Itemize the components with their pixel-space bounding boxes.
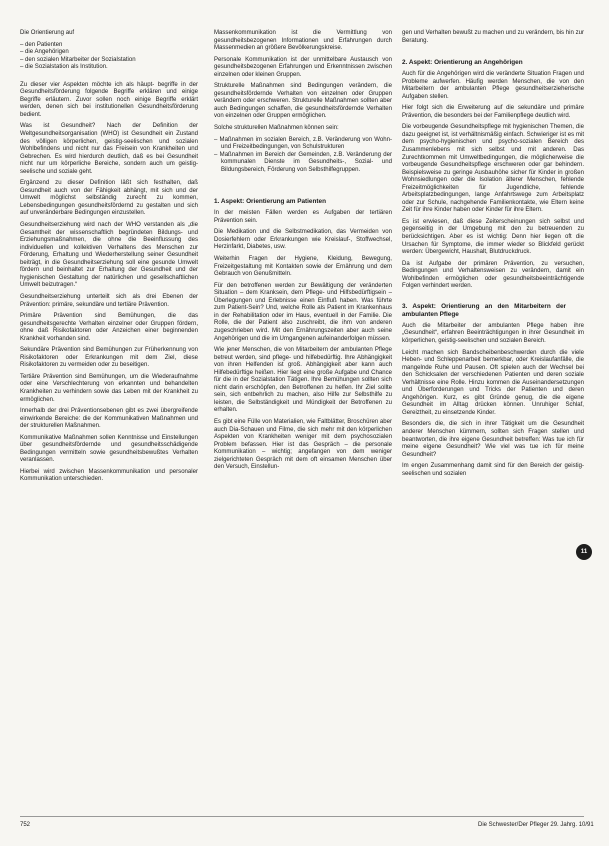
paragraph: Solche strukturellen Maßnahmen können sein:	[214, 125, 339, 132]
paragraph: Zu dieser vier Aspekten möchte ich als häupt- begriffe in der Gesundheitsförderung folgende Begriffe erklären und einige Begriffe erläutern. Zuvor sollen noch einige Begriffe erklärt werden, denen sich bei institutionellen Gesundheitsförderung bedient.	[20, 81, 198, 118]
paragraph: Strukturelle Maßnahmen sind Bedingungen verändern, die gesundheitsfördernde Verhalten von einzelnen oder Gruppen verändern oder erschweren. Strukturelle Maßnahmen sollten aber auch Bedingungen schaffen, die gesundheitsfördernde Verhalten von einzelnen oder Gruppen ermöglichen.	[214, 83, 392, 120]
paragraph: Kommunikative Maßnahmen sollen Kenntnisse und Einstellungen über gesundheitsfördernde und gesundheitsschädigende Bedingungen vermitteln sowie gesundheitsbewußtes Verhalten veranlassen.	[20, 434, 198, 464]
footer-rule	[20, 816, 584, 817]
list-item: – Maßnahmen im sozialen Bereich, z.B. Veränderung von Wohn- und Freizeitbedingungen, von Schulstrukturen	[221, 137, 392, 152]
paragraph: Personale Kommunikation ist der unmittelbare Austausch von gesundheitsbezogenen Erfahrungen und Erkenntnissen zwischen einzelnen oder kleinen Gruppen.	[214, 56, 392, 78]
paragraph: Für den betroffenen werden zur Bewältigung der veränderten Situation – dem Kranksein, dem Pflege- und Hilfsbedürftigsein – Überlegungen und Erlebnisse einen Einfluß haben. Was führte zum Patient-Sein? Und, welche Rolle als Patient im Krankenhaus in der Rehabilitation oder im Haus, eventuell in der Familie. Die Rolle, die der Patient also zuschreibt, die ihm von anderen zugeschrieben wird. Mit den Ernährungszeiten aber auch seine Angehörigen und die im Umgangenen aufeinanderfolgen müssen.	[214, 282, 392, 342]
paragraph: Es ist erwiesen, daß diese Zeiterscheinungen sich selbst und gegenseitig in der Umgebung mit den zu betreuenden zu berücksichtigen. Aber es ist wichtig: Denn hier liegen oft die Ursachen für Symptome, die immer wieder so Blickfeld gerückt werden: Übergewicht, Haushalt, Blutdruckdruck.	[402, 218, 584, 256]
paragraph: Hierbei wird zwischen Massenkommunikation und personaler Kommunikation unterschieden.	[20, 468, 198, 483]
paragraph: Weiterhin Fragen der Hygiene, Kleidung, Bewegung, Freizeitgestaltung mit Kontakten sowie der Ernährung und dem Gebrauch von Genußmitteln.	[214, 256, 392, 278]
section-heading: 1. Aspekt: Orientierung am Patienten	[214, 198, 326, 206]
journal-footer: Die Schwester/Der Pfleger 29. Jahrg. 10/91	[478, 822, 594, 828]
paragraph: Die vorbeugende Gesundheitspflege mit hygienischen Themen, die dazu geeignet ist, ist verhältnismäßig einfach. Schwieriger ist es mit dem psycho-hygienischen und psycho-sozialen Bereich des Zusammenlebens mit sich selbst und mit anderen. Das Zurechtkommen mit Umweltbedingungen, die möglicherweise die vorbeugende Gesundheitspflege erschweren oder gar behindern. Beispielsweise zu geringe Ausbauhöhe sicher für Kinder in großen Wohnsiedlungen oder die Isolation älterer Menschen, fehlende Freizeitmöglichkeiten für Jugendliche, fehlende Arbeitsplatzbedingungen, lange Anfahrtswege zum Arbeitsplatz oder zur Schule, nachgehende Familienkontakte, wie Eltern keine Zeit für ihre Kinder haben oder Kinder für ihre Eltern.	[402, 124, 584, 214]
paragraph: Was ist Gesundheit? Nach der Definition der Weltgesundheitsorganisation (WHO) ist Gesundheit ein Zustand des völligen körperlichen, geistig-seelischen und sozialen Wohlbefindens und nicht nur das Freisein von Krankheiten und Gebrechen. Es wird hierdurch deutlich, daß es bei Gesundheit nicht nur um körperliche Bereiche, sondern auch um geistig-seelische und soziale geht.	[20, 123, 198, 175]
paragraph: Massenkommunikation ist die Vermittlung von gesundheitsbezogenen Informationen und Erfahrungen durch Massenmedien an größere Bevölkerungskreise.	[214, 30, 392, 52]
paragraph: Sekundäre Prävention sind Bemühungen zur Früherkennung von Risikofaktoren oder Erkrankungen mit dem Ziel, diese Risikofaktoren zu vermeiden oder zu beseitigen.	[20, 347, 198, 369]
list-item: – den Patienten	[27, 42, 198, 50]
paragraph: Primäre Prävention sind Bemühungen, die das gesundheitsgerechte Verhalten einzelner oder Gruppen fördern, ohne daß Risikofaktoren oder Anzeichen einer beginnenden Krankheit vorhanden sind.	[20, 313, 198, 342]
paragraph: Innerhalb der drei Präventionsebenen gibt es zwei übergreifende einwirkende Bereiche: die der Kommunikativen Maßnahmen und der strukturellen Maßnahmen.	[20, 408, 198, 430]
orientation-list	[20, 42, 198, 72]
intro-line: Die Orientierung auf	[20, 30, 75, 36]
paragraph: Leicht machen sich Bandscheibenbeschwerden durch die viele Heben- und Schleppenarbeit bemerkbar, oder Kreislaufanfälle, die mangelnde Ruhe und Pausen. Oft spielen auch der Wechsel bei den Schicksalen der verschiedenen Patienten und deren soziale Verhältnisse eine Rolle. Hinzu kommen die Auseinandersetzungen und Überforderungen und Tricks der Patienten und deren Angehörigen. Kurz, es gibt Gründe genug, die die eigene Gesundheit im Alltag drücken können. Unruhiger Schlaf, Gereiztheit, zu einsetzende Kinder.	[402, 349, 584, 416]
paragraph: Die Medikation und die Selbstmedikation, das Vermeiden von Dosierfehlern oder Erkrankungen wie Kreislauf-, Stoffwechsel, Herzinfarkt, Diabetes, usw.	[214, 229, 392, 251]
list-item: – die Angehörigen	[27, 49, 198, 57]
paragraph: Wie jener Menschen, die von Mitarbeitern der ambulanten Pflege betreut werden, sind pflege- und hilfebedürftig. Ihre Abhängigkeit von ihren Helfenden ist groß. Abhängigkeit aber kann auch Hilfebedürftige heißen. Hier liegt eine große Aufgabe und Chance für die in der Sozialstation Tätigen. Ihre Bemühungen sollten sich nicht darin erschöpfen, den Betroffenen zu helfen. Ihr Ziel sollte sein, sich entbehrlich zu machen, also Hilfe zur Selbsthilfe zu leisten, die Selbständigkeit und Mündigkeit der Betroffenen zu erhalten.	[214, 347, 392, 414]
paragraph: Da ist Aufgabe der primären Prävention, zu versuchen, Bedingungen und Verhaltensweisen zu verändern, damit ein Wohlbefinden ermöglichen oder gesundheitsbeeinträchtigende Folgen verhindert werden.	[402, 260, 584, 290]
column-1	[20, 30, 198, 488]
paragraph: Ergänzend zu dieser Definition läßt sich festhalten, daß Gesundheit auch von der Fähigkeit abhängt, mit sich und der Umwelt möglichst selbständig zurecht zu kommen, Lebensbedingungen gesundheitsfördernd zu gestalten und sich auf unveränderbare Bedingungen einzustellen.	[20, 180, 198, 217]
paragraph: Auch für die Angehörigen wird die veränderte Situation Fragen und Probleme aufwerfen. Häufig werden Menschen, die von den Mitarbeitern der ambulanten Pflege gesundheitserzieherische Aufgaben stellen.	[402, 71, 584, 100]
paragraph: gen und Verhalten bewußt zu machen und zu verändern, bis hin zur Beratung.	[402, 30, 584, 44]
paragraph: Gesundheitserziehung unterteilt sich als drei Ebenen der Prävention: primäre, sekundäre und tertiäre Prävention.	[20, 293, 198, 308]
list-item: – den sozialen Mitarbeiter der Sozialstation	[27, 57, 198, 65]
column-3	[402, 30, 584, 482]
paragraph: In der meisten Fällen werden es Aufgaben der tertiären Prävention sein.	[214, 210, 392, 224]
page-number: 752	[20, 822, 31, 828]
paragraph: Besonders die, die sich in ihrer Tätigkeit um die Gesundheit anderer Menschen kümmern, sollten sich Fragen stellen und beantworten, die ihre eigene Gesundheit betreffen: Was tue ich für meine eigene Gesundheit? Wie viel was tue ich für meine Gesundheit?	[402, 421, 584, 458]
paragraph: Tertiäre Prävention sind Bemühungen, um die Wiederaufnahme oder eine Verschlechterung von erkannten und behandelten Krankheiten zu verhindern sowie das Leben mit der Krankheit zu ermöglichen.	[20, 373, 198, 403]
paragraph: Es gibt eine Fülle von Materialien, wie Faltblätter, Broschüren aber auch Dia-Schauen und Filme, die sich mehr mit den körperlichen Aspekten von Krankheiten weniger mit dem psychosozialen Problem befassen. Hier ist das Gespräch – die personale Kommunikation – wichtig; angefangen von dem weniger zielgerichteten Gespräch mit dem oft einsamen Menschen über den Versuch, Einstellun-	[214, 418, 392, 471]
section-number-badge: 11	[576, 544, 592, 560]
column-2	[214, 30, 392, 476]
paragraph: Im engen Zusammenhang damit sind für den Bereich der geistig-seelischen und sozialen	[402, 463, 584, 477]
paragraph: Auch die Mitarbeiter der ambulanten Pflege haben ihre „Gesundheit“, erfahren Beeinträchtigungen in ihrer Gesundheit im körperlichen, geistig-seelischen und sozialen Bereich.	[402, 322, 584, 344]
section-heading: 3. Aspekt: Orientierung an den Mitarbeitern der ambulanten Pflege	[402, 302, 566, 318]
list-item: – Maßnahmen im Bereich der Gemeinden, z.B. Veränderung der kommunalen Dienste im Gesundheits-, Sozial- und Bildungsbereich, Förderung von Selbsthilfegruppen.	[221, 152, 392, 175]
list-item: – die Sozialstation als Institution.	[27, 64, 198, 72]
section-heading: 2. Aspekt: Orientierung an Angehörigen	[402, 59, 523, 67]
measures-list	[214, 137, 392, 175]
paragraph: Hier folgt sich die Erweiterung auf die sekundäre und primäre Prävention, die besonders bei der Familienpflege deutlich wird.	[402, 105, 584, 119]
paragraph: Gesundheitserziehung wird nach der WHO verstanden als „die Gesamtheit der wissenschaftlich begründeten Bildungs- und Erziehungsmaßnahmen, die ohne die Beeinflussung des individuellen und kollektiven Verhaltens des Menschen zur Förderung, Erhaltung und Wiederherstellung seiner Gesundheit beiträgt, in die Gesundheitserziehung soll eine gesunde Umwelt fördern und beinhaltet zur Erhaltung der Gesundheit und der hygienischen Gestaltung der natürlichen und gesellschaftlichen Umwelt beizutragen.“	[20, 222, 198, 289]
